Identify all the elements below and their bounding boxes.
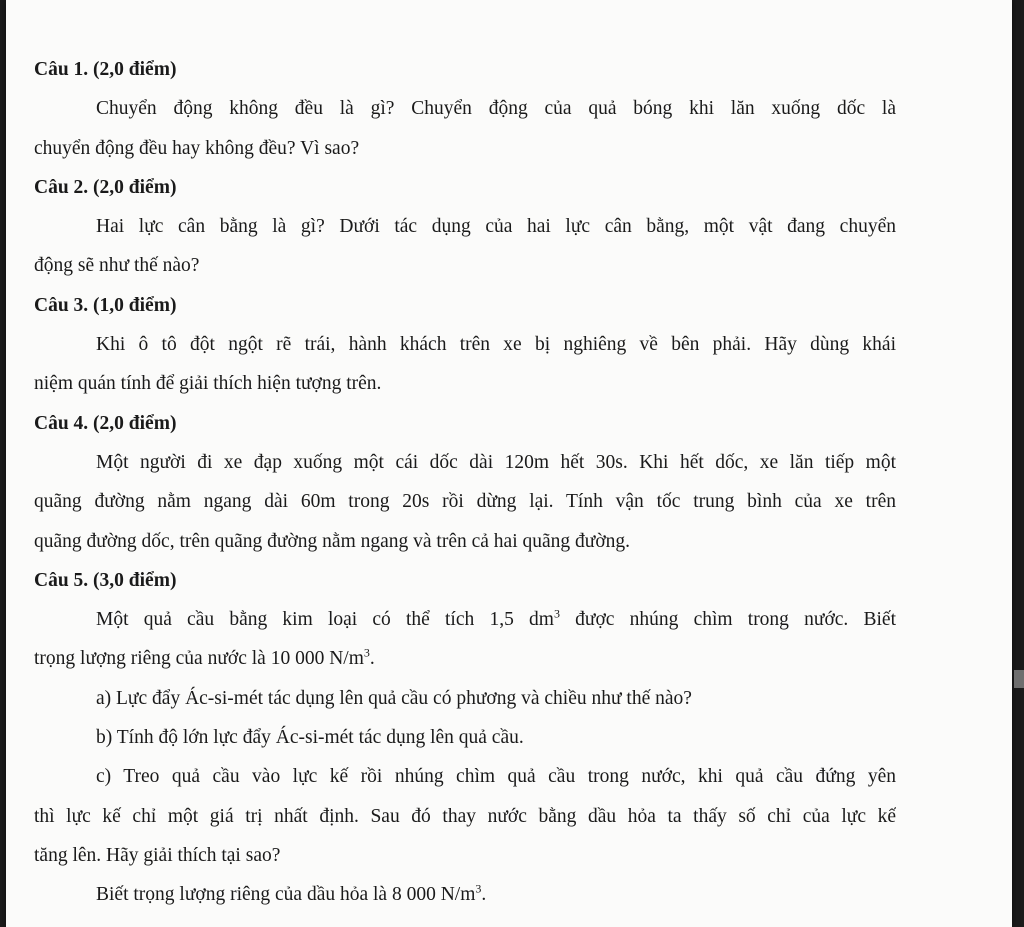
- question-5-text-line: [34, 600, 896, 639]
- question-5-text-part: trọng lượng riêng của nước là 10 000 N/m: [34, 648, 364, 670]
- question-5-part-b: b) Tính độ lớn lực đẩy Ác-si-mét tác dụng lên quả cầu.: [96, 727, 524, 749]
- question-4-text-line: quãng đường nằm ngang dài 60m trong 20s rồi dừng lại. Tính vận tốc trung bình của xe trên: [34, 491, 896, 513]
- question-3-heading: Câu 3. (1,0 điểm): [34, 294, 177, 316]
- question-2-text-line: Hai lực cân bằng là gì? Dưới tác dụng của hai lực cân bằng, một vật đang chuyển: [96, 216, 896, 238]
- document-page: [6, 0, 1012, 927]
- question-1-heading: Câu 1. (2,0 điểm): [34, 59, 177, 80]
- scan-edge-mark: [1014, 670, 1024, 688]
- question-3-text-line: niệm quán tính để giải thích hiện tượng trên.: [34, 373, 382, 395]
- question-5-text-part: .: [369, 648, 375, 670]
- question-1-text-line: Chuyển động không đều là gì? Chuyển động của quả bóng khi lăn xuống dốc là: [96, 98, 896, 120]
- question-5-note: [34, 875, 896, 914]
- question-5-note-part: .: [481, 884, 487, 906]
- exam-content: [34, 50, 896, 915]
- question-1-text-line: chuyển động đều hay không đều? Vì sao?: [34, 137, 360, 159]
- question-2-heading: Câu 2. (2,0 điểm): [34, 176, 177, 198]
- question-5-part-a: a) Lực đẩy Ác-si-mét tác dụng lên quả cầu có phương và chiều như thế nào?: [96, 687, 692, 709]
- cubic-superscript: 3: [553, 606, 560, 621]
- question-5-part-c-line: tăng lên. Hãy giải thích tại sao?: [34, 844, 281, 866]
- question-5-heading: Câu 5. (3,0 điểm): [34, 569, 177, 591]
- question-5-text-part: Một quả cầu bằng kim loại có thể tích 1,5 dm: [96, 609, 554, 631]
- question-4-text-line: Một người đi xe đạp xuống một cái dốc dài 120m hết 30s. Khi hết dốc, xe lăn tiếp một: [96, 451, 896, 473]
- question-4-text-line: quãng đường dốc, trên quãng đường nằm ngang và trên cả hai quãng đường.: [34, 530, 631, 552]
- question-5-text-line: [34, 639, 896, 678]
- question-5-part-c-line: c) Treo quả cầu vào lực kế rồi nhúng chìm quả cầu trong nước, khi quả cầu đứng yên: [96, 766, 896, 788]
- question-5-text-part: được nhúng chìm trong nước. Biết: [559, 609, 896, 631]
- question-5-part-c-line: thì lực kế chỉ một giá trị nhất định. Sau đó thay nước bằng dầu hỏa ta thấy số chỉ của lực kế: [34, 805, 896, 827]
- question-3-text-line: Khi ô tô đột ngột rẽ trái, hành khách trên xe bị nghiêng về bên phải. Hãy dùng khái: [96, 334, 896, 356]
- question-5-note-part: Biết trọng lượng riêng của dầu hỏa là 8 000 N/m: [96, 884, 476, 906]
- question-4-heading: Câu 4. (2,0 điểm): [34, 412, 177, 434]
- question-2-text-line: động sẽ như thế nào?: [34, 255, 200, 277]
- cubic-superscript: 3: [475, 881, 482, 896]
- cubic-superscript: 3: [363, 645, 370, 660]
